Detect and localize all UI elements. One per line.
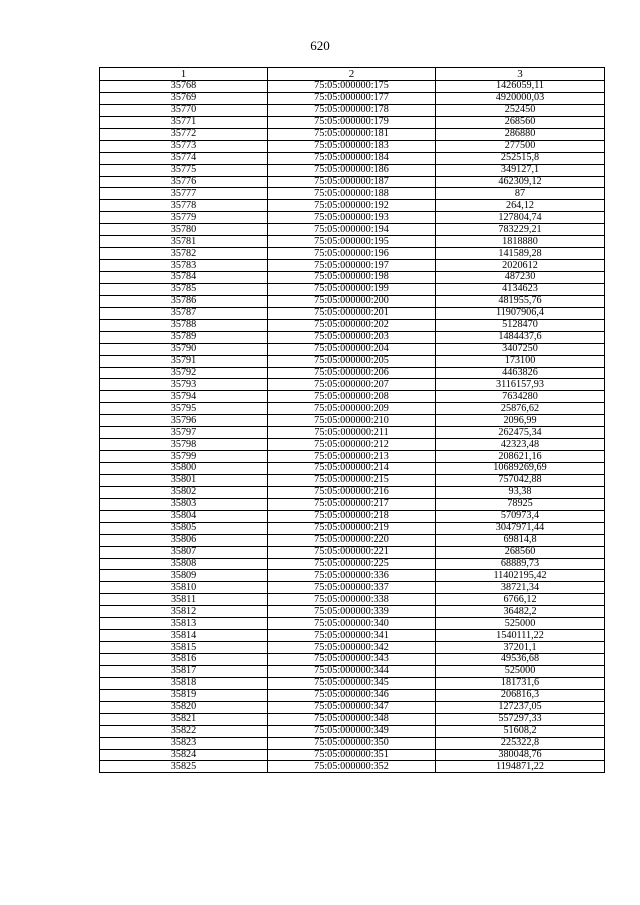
cadastral-number-cell: 75:05:000000:192 xyxy=(268,200,436,212)
cadastral-number-cell: 75:05:000000:177 xyxy=(268,92,436,104)
cadastral-number-cell: 75:05:000000:178 xyxy=(268,104,436,116)
value-cell: 6766,12 xyxy=(436,594,605,606)
table-row xyxy=(100,522,605,534)
cadastral-number-cell: 75:05:000000:186 xyxy=(268,164,436,176)
table-row xyxy=(100,260,605,272)
cadastral-number-cell: 75:05:000000:208 xyxy=(268,391,436,403)
row-number-cell: 35819 xyxy=(100,689,268,701)
cadastral-number-cell: 75:05:000000:337 xyxy=(268,582,436,594)
column-header-2: 2 xyxy=(268,68,436,81)
row-number-cell: 35804 xyxy=(100,510,268,522)
value-cell: 1540111,22 xyxy=(436,630,605,642)
table-row xyxy=(100,403,605,415)
value-cell: 349127,1 xyxy=(436,164,605,176)
cadastral-number-cell: 75:05:000000:344 xyxy=(268,665,436,677)
row-number-cell: 35775 xyxy=(100,164,268,176)
cadastral-number-cell: 75:05:000000:194 xyxy=(268,224,436,236)
table-row xyxy=(100,654,605,666)
row-number-cell: 35824 xyxy=(100,749,268,761)
value-cell: 3047971,44 xyxy=(436,522,605,534)
table-row xyxy=(100,104,605,116)
value-cell: 1484437,6 xyxy=(436,331,605,343)
row-number-cell: 35803 xyxy=(100,498,268,510)
cadastral-number-cell: 75:05:000000:200 xyxy=(268,295,436,307)
cadastral-number-cell: 75:05:000000:217 xyxy=(268,498,436,510)
value-cell: 38721,34 xyxy=(436,582,605,594)
table-row xyxy=(100,343,605,355)
cadastral-number-cell: 75:05:000000:349 xyxy=(268,725,436,737)
value-cell: 481955,76 xyxy=(436,295,605,307)
cadastral-number-cell: 75:05:000000:221 xyxy=(268,546,436,558)
value-cell: 68889,73 xyxy=(436,558,605,570)
row-number-cell: 35796 xyxy=(100,415,268,427)
cadastral-number-cell: 75:05:000000:196 xyxy=(268,248,436,260)
row-number-cell: 35781 xyxy=(100,236,268,248)
page-number: 620 xyxy=(310,38,330,53)
row-number-cell: 35810 xyxy=(100,582,268,594)
row-number-cell: 35772 xyxy=(100,128,268,140)
cadastral-number-cell: 75:05:000000:225 xyxy=(268,558,436,570)
row-number-cell: 35818 xyxy=(100,677,268,689)
table-row xyxy=(100,355,605,367)
value-cell: 1194871,22 xyxy=(436,761,605,773)
row-number-cell: 35782 xyxy=(100,248,268,260)
cadastral-number-cell: 75:05:000000:347 xyxy=(268,701,436,713)
value-cell: 1818880 xyxy=(436,236,605,248)
value-cell: 4134623 xyxy=(436,283,605,295)
cadastral-number-cell: 75:05:000000:187 xyxy=(268,176,436,188)
row-number-cell: 35817 xyxy=(100,665,268,677)
value-cell: 7634280 xyxy=(436,391,605,403)
table-row xyxy=(100,570,605,582)
column-header-3: 3 xyxy=(436,68,605,81)
row-number-cell: 35785 xyxy=(100,283,268,295)
cadastral-number-cell: 75:05:000000:336 xyxy=(268,570,436,582)
cadastral-number-cell: 75:05:000000:181 xyxy=(268,128,436,140)
value-cell: 225322,8 xyxy=(436,737,605,749)
row-number-cell: 35783 xyxy=(100,260,268,272)
table-header-row xyxy=(100,68,605,81)
cadastral-number-cell: 75:05:000000:210 xyxy=(268,415,436,427)
table-row xyxy=(100,283,605,295)
table-row xyxy=(100,439,605,451)
row-number-cell: 35787 xyxy=(100,307,268,319)
cadastral-number-cell: 75:05:000000:343 xyxy=(268,654,436,666)
row-number-cell: 35794 xyxy=(100,391,268,403)
value-cell: 2096,99 xyxy=(436,415,605,427)
row-number-cell: 35771 xyxy=(100,116,268,128)
row-number-cell: 35779 xyxy=(100,212,268,224)
value-cell: 11907906,4 xyxy=(436,307,605,319)
value-cell: 462309,12 xyxy=(436,176,605,188)
table-row xyxy=(100,152,605,164)
table-row xyxy=(100,212,605,224)
value-cell: 10689269,69 xyxy=(436,463,605,475)
row-number-cell: 35815 xyxy=(100,642,268,654)
table-row xyxy=(100,81,605,93)
row-number-cell: 35786 xyxy=(100,295,268,307)
row-number-cell: 35790 xyxy=(100,343,268,355)
table-row xyxy=(100,534,605,546)
table-row xyxy=(100,451,605,463)
row-number-cell: 35823 xyxy=(100,737,268,749)
table-row xyxy=(100,128,605,140)
cadastral-number-cell: 75:05:000000:216 xyxy=(268,486,436,498)
cadastral-number-cell: 75:05:000000:351 xyxy=(268,749,436,761)
table-row xyxy=(100,272,605,284)
value-cell: 277500 xyxy=(436,140,605,152)
cadastral-number-cell: 75:05:000000:214 xyxy=(268,463,436,475)
table-row xyxy=(100,116,605,128)
table-row xyxy=(100,164,605,176)
row-number-cell: 35793 xyxy=(100,379,268,391)
row-number-cell: 35798 xyxy=(100,439,268,451)
value-cell: 557297,33 xyxy=(436,713,605,725)
value-cell: 487230 xyxy=(436,272,605,284)
row-number-cell: 35784 xyxy=(100,272,268,284)
value-cell: 208621,16 xyxy=(436,451,605,463)
value-cell: 4920000,03 xyxy=(436,92,605,104)
row-number-cell: 35825 xyxy=(100,761,268,773)
value-cell: 87 xyxy=(436,188,605,200)
table-body xyxy=(100,81,605,773)
value-cell: 570973,4 xyxy=(436,510,605,522)
row-number-cell: 35801 xyxy=(100,474,268,486)
row-number-cell: 35778 xyxy=(100,200,268,212)
table-row xyxy=(100,236,605,248)
row-number-cell: 35821 xyxy=(100,713,268,725)
table-row xyxy=(100,140,605,152)
cadastral-number-cell: 75:05:000000:215 xyxy=(268,474,436,486)
table-row xyxy=(100,379,605,391)
value-cell: 78925 xyxy=(436,498,605,510)
cadastral-number-cell: 75:05:000000:205 xyxy=(268,355,436,367)
cadastral-number-cell: 75:05:000000:350 xyxy=(268,737,436,749)
value-cell: 141589,28 xyxy=(436,248,605,260)
table-row xyxy=(100,618,605,630)
row-number-cell: 35814 xyxy=(100,630,268,642)
cadastral-number-cell: 75:05:000000:341 xyxy=(268,630,436,642)
value-cell: 5128470 xyxy=(436,319,605,331)
row-number-cell: 35822 xyxy=(100,725,268,737)
row-number-cell: 35799 xyxy=(100,451,268,463)
value-cell: 42323,48 xyxy=(436,439,605,451)
value-cell: 264,12 xyxy=(436,200,605,212)
table-row xyxy=(100,594,605,606)
cadastral-number-cell: 75:05:000000:209 xyxy=(268,403,436,415)
row-number-cell: 35806 xyxy=(100,534,268,546)
value-cell: 252450 xyxy=(436,104,605,116)
row-number-cell: 35795 xyxy=(100,403,268,415)
table-row xyxy=(100,307,605,319)
value-cell: 181731,6 xyxy=(436,677,605,689)
cadastral-number-cell: 75:05:000000:338 xyxy=(268,594,436,606)
cadastral-number-cell: 75:05:000000:346 xyxy=(268,689,436,701)
cadastral-number-cell: 75:05:000000:342 xyxy=(268,642,436,654)
table-row xyxy=(100,713,605,725)
cadastral-number-cell: 75:05:000000:206 xyxy=(268,367,436,379)
cadastral-number-cell: 75:05:000000:213 xyxy=(268,451,436,463)
value-cell: 2020612 xyxy=(436,260,605,272)
row-number-cell: 35789 xyxy=(100,331,268,343)
value-cell: 286880 xyxy=(436,128,605,140)
table-row xyxy=(100,677,605,689)
row-number-cell: 35777 xyxy=(100,188,268,200)
table-row xyxy=(100,761,605,773)
cadastral-number-cell: 75:05:000000:197 xyxy=(268,260,436,272)
cadastral-number-cell: 75:05:000000:201 xyxy=(268,307,436,319)
value-cell: 173100 xyxy=(436,355,605,367)
cadastral-number-cell: 75:05:000000:339 xyxy=(268,606,436,618)
value-cell: 36482,2 xyxy=(436,606,605,618)
value-cell: 3116157,93 xyxy=(436,379,605,391)
table-row xyxy=(100,642,605,654)
table-row xyxy=(100,498,605,510)
value-cell: 252515,8 xyxy=(436,152,605,164)
row-number-cell: 35788 xyxy=(100,319,268,331)
table-row xyxy=(100,224,605,236)
cadastral-number-cell: 75:05:000000:340 xyxy=(268,618,436,630)
table-row xyxy=(100,427,605,439)
cadastral-number-cell: 75:05:000000:212 xyxy=(268,439,436,451)
table-row xyxy=(100,665,605,677)
row-number-cell: 35811 xyxy=(100,594,268,606)
value-cell: 51608,2 xyxy=(436,725,605,737)
cadastral-number-cell: 75:05:000000:203 xyxy=(268,331,436,343)
table-row xyxy=(100,319,605,331)
value-cell: 757042,88 xyxy=(436,474,605,486)
table-row xyxy=(100,92,605,104)
table-row xyxy=(100,606,605,618)
table-row xyxy=(100,749,605,761)
cadastral-number-cell: 75:05:000000:219 xyxy=(268,522,436,534)
value-cell: 49536,68 xyxy=(436,654,605,666)
table-row xyxy=(100,546,605,558)
value-cell: 93,38 xyxy=(436,486,605,498)
cadastral-number-cell: 75:05:000000:211 xyxy=(268,427,436,439)
value-cell: 206816,3 xyxy=(436,689,605,701)
row-number-cell: 35770 xyxy=(100,104,268,116)
cadastral-number-cell: 75:05:000000:202 xyxy=(268,319,436,331)
value-cell: 25876,62 xyxy=(436,403,605,415)
table-row xyxy=(100,391,605,403)
value-cell: 69814,8 xyxy=(436,534,605,546)
row-number-cell: 35807 xyxy=(100,546,268,558)
value-cell: 37201,1 xyxy=(436,642,605,654)
row-number-cell: 35791 xyxy=(100,355,268,367)
table-row xyxy=(100,486,605,498)
cadastral-number-cell: 75:05:000000:204 xyxy=(268,343,436,355)
value-cell: 4463826 xyxy=(436,367,605,379)
cadastral-number-cell: 75:05:000000:220 xyxy=(268,534,436,546)
cadastral-number-cell: 75:05:000000:184 xyxy=(268,152,436,164)
value-cell: 262475,34 xyxy=(436,427,605,439)
value-cell: 268560 xyxy=(436,546,605,558)
row-number-cell: 35780 xyxy=(100,224,268,236)
cadastral-number-cell: 75:05:000000:198 xyxy=(268,272,436,284)
value-cell: 268560 xyxy=(436,116,605,128)
row-number-cell: 35768 xyxy=(100,81,268,93)
cadastral-number-cell: 75:05:000000:218 xyxy=(268,510,436,522)
table-row xyxy=(100,689,605,701)
row-number-cell: 35809 xyxy=(100,570,268,582)
cadastral-number-cell: 75:05:000000:345 xyxy=(268,677,436,689)
value-cell: 127804,74 xyxy=(436,212,605,224)
table-row xyxy=(100,510,605,522)
row-number-cell: 35800 xyxy=(100,463,268,475)
row-number-cell: 35769 xyxy=(100,92,268,104)
value-cell: 525000 xyxy=(436,618,605,630)
row-number-cell: 35792 xyxy=(100,367,268,379)
data-table xyxy=(99,67,605,773)
cadastral-number-cell: 75:05:000000:179 xyxy=(268,116,436,128)
table-row xyxy=(100,188,605,200)
row-number-cell: 35774 xyxy=(100,152,268,164)
table-row xyxy=(100,701,605,713)
row-number-cell: 35805 xyxy=(100,522,268,534)
table-row xyxy=(100,367,605,379)
table-row xyxy=(100,248,605,260)
cadastral-number-cell: 75:05:000000:207 xyxy=(268,379,436,391)
value-cell: 3407250 xyxy=(436,343,605,355)
cadastral-number-cell: 75:05:000000:193 xyxy=(268,212,436,224)
value-cell: 525000 xyxy=(436,665,605,677)
row-number-cell: 35808 xyxy=(100,558,268,570)
row-number-cell: 35776 xyxy=(100,176,268,188)
table-row xyxy=(100,331,605,343)
table-row xyxy=(100,200,605,212)
row-number-cell: 35813 xyxy=(100,618,268,630)
table-row xyxy=(100,295,605,307)
value-cell: 380048,76 xyxy=(436,749,605,761)
table-row xyxy=(100,725,605,737)
value-cell: 127237,05 xyxy=(436,701,605,713)
table-row xyxy=(100,176,605,188)
table-row xyxy=(100,463,605,475)
row-number-cell: 35820 xyxy=(100,701,268,713)
row-number-cell: 35773 xyxy=(100,140,268,152)
column-header-1: 1 xyxy=(100,68,268,81)
cadastral-number-cell: 75:05:000000:348 xyxy=(268,713,436,725)
cadastral-number-cell: 75:05:000000:199 xyxy=(268,283,436,295)
value-cell: 783229,21 xyxy=(436,224,605,236)
table-row xyxy=(100,630,605,642)
row-number-cell: 35812 xyxy=(100,606,268,618)
cadastral-number-cell: 75:05:000000:188 xyxy=(268,188,436,200)
row-number-cell: 35802 xyxy=(100,486,268,498)
value-cell: 11402195,42 xyxy=(436,570,605,582)
table-row xyxy=(100,582,605,594)
cadastral-number-cell: 75:05:000000:175 xyxy=(268,81,436,93)
table-row xyxy=(100,415,605,427)
cadastral-number-cell: 75:05:000000:183 xyxy=(268,140,436,152)
cadastral-number-cell: 75:05:000000:352 xyxy=(268,761,436,773)
value-cell: 1426059,11 xyxy=(436,81,605,93)
table-row xyxy=(100,474,605,486)
cadastral-number-cell: 75:05:000000:195 xyxy=(268,236,436,248)
table-row xyxy=(100,737,605,749)
row-number-cell: 35797 xyxy=(100,427,268,439)
table-row xyxy=(100,558,605,570)
row-number-cell: 35816 xyxy=(100,654,268,666)
